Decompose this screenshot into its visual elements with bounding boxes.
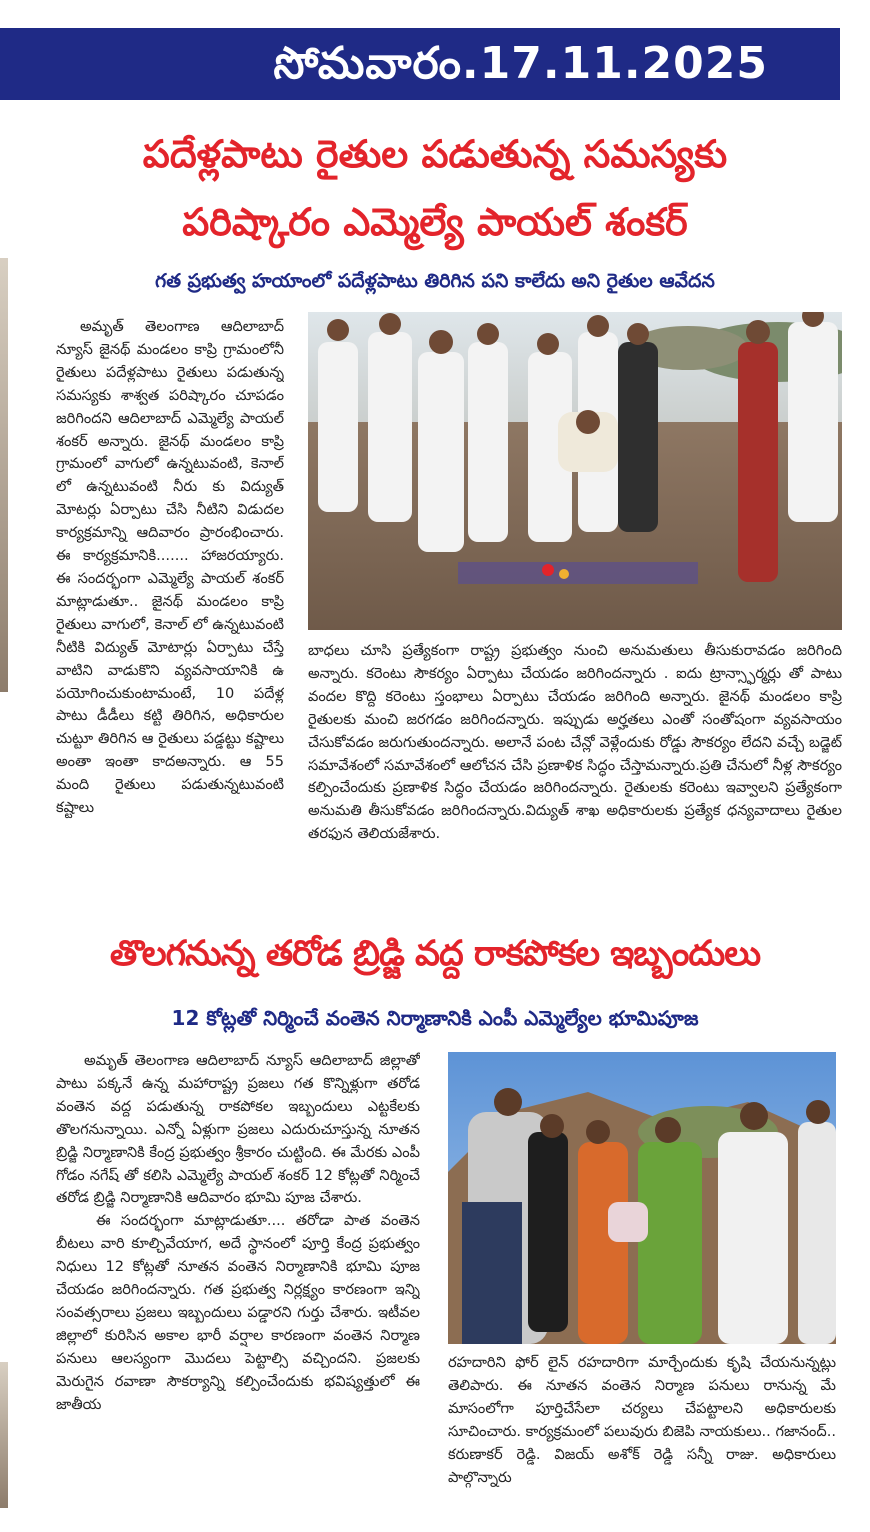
story1-headline-line1: పదేళ్లపాటు రైతుల పడుతున్న సమస్యకు: [142, 132, 728, 176]
story1-left-text: అమృత్ తెలంగాణ ఆదిలాబాద్ న్యూస్ జైనథ్ మండలం కాప్రి గ్రామంలోనీ రైతులు పదేళ్లపాటు రైతులు పడుతున్న సమస్యకు శాశ్వత పరిష్కారం చూపడం జరిగిందని ఆదిలాబాద్ ఎమ్మెల్యే పాయల్ శంకర్ అన్నారు. జైనథ్ మండలం కాప్రి గ్రామంలో వాగులో ఉన్నటువంటి, కెనాల్ లో ఉన్నటువంటి నీరు కు విద్యుత్ మోటర్లు ఏర్పాటు చేసి నీటిని విడుదల కార్యక్రమాన్ని ఆదివారం ప్రారంభించారు. ఈ కార్యక్రమానికి....... హాజరయ్యారు. ఈ సందర్భంగా ఎమ్మెల్యే పాయల్ శంకర్ మాట్లాడుతూ.. జైనథ్ మండలం కాప్రి రైతులు వాగులో, కెనాల్ లో ఉన్నటువంటి నీటికి విద్యుత్ మోటార్లు ఏర్పాటు చేస్తే వాటిని వాడుకొని వ్యవసాయానికి ఉ పయోగించుకుంటామంటే, 10 పదేళ్ల పాటు డీడీలు కట్టి తిరిగిన, అధికారుల చుట్టూ తిరిగిన ఆ రైతులు పడ్డట్టు కష్టాలు అంతా ఇంతా కాదఅన్నారు. ఆ 55 మంది రైతులు పడుతున్నటువంటి కష్టాలు: [56, 318, 284, 817]
story2-left-text-p1: అమృత్ తెలంగాణ ఆదిలాబాద్ న్యూస్ ఆదిలాబాద్ జిల్లాతో పాటు పక్కనే ఉన్న మహారాష్ట్ర ప్రజలు గత కొన్నిళ్లుగా తరోడ వంతెన వద్ద పడుతున్న రాకపోకల ఇబ్బందులు ఎట్టకేలకు తొలగనున్నాయి. ఎన్నో ఏళ్లుగా ప్రజలు ఎదురుచూస్తున్న నూతన బ్రిడ్జి నిర్మాణానికి కేంద్ర ప్రభుత్వం శ్రీకారం చుట్టింది. ఈ మేరకు ఎంపీ గోడం నగేష్ తో కలిసి ఎమ్మెల్యే పాయల్ శంకర్ 12 కోట్లతో నిర్మించే తరోడ బ్రిడ్జి నిర్మాణానికి ఆదివారం భూమి పూజ చేశారు.: [56, 1052, 420, 1207]
story2-left-column: [56, 1050, 420, 1512]
story1-headline-line2: పరిష్కారం ఎమ్మెల్యే పాయల్ శంకర్: [182, 200, 688, 244]
date-banner: [0, 28, 840, 100]
adjacent-photo-edge: [0, 258, 8, 692]
story1-subheading: గత ప్రభుత్వ హయాంలో పదేళ్లపాటు తిరిగిన పని కాలేదు అని రైతుల ఆవేదన: [155, 270, 715, 292]
story2-headline: తొలగనున్న తరోడ బ్రిడ్జి వద్ద రాకపోకల ఇబ్బందులు: [109, 934, 761, 974]
bridge-ceremony-image: [448, 1052, 836, 1344]
adjacent-photo-edge-lower: [0, 1362, 8, 1508]
story1-photo: [308, 312, 842, 630]
date-text: సోమవారం.17.11.2025: [273, 38, 768, 89]
story1-right-column: [308, 640, 842, 908]
story1-left-column: [56, 316, 284, 910]
story2-right-text: రహదారిని ఫోర్ లైన్ రహదారిగా మార్చేందుకు కృషి చేయనున్నట్లు తెలిపారు. ఈ నూతన వంతెన నిర్మాణ పనులు రానున్న మే మాసంలోగా పూర్తిచేసేలా చర్యలు చేపట్టాలని అధికారులకు సూచించారు. కార్యక్రమంలో పలువురు బిజెపి నాయకులు.. గజానంద్.. కరుణాకర్ రెడ్డి. విజయ్ అశోక్ రెడ్డి సన్నీ రాజు. అధికారులు పాల్గొన్నారు: [448, 1354, 836, 1486]
story2-photo: [448, 1052, 836, 1344]
story1-right-text: బాధలు చూసి ప్రత్యేకంగా రాష్ట్ర ప్రభుత్వం నుంచి అనుమతులు తీసుకురావడం జరిగింది అన్నారు. కరెంటు సౌకర్యం ఏర్పాటు చేయడం జరిగిందన్నారు . ఐదు ట్రాన్స్ఫార్మర్లు తో పాటు వందల కొద్ది కరెంటు స్తంభాలు ఏర్పాటు చేయడం జరిగింది అన్నారు. జైనథ్ మండలం కాప్రి రైతులకు మంచి జరగడం జరిగిందన్నారు. ఇప్పుడు అర్హతలు ఎంతో సంతోషంగా వ్యవసాయం చేసుకోవడం జరుగుతుందన్నారు. అలానే పంట చేన్లో వెళ్లేందుకు రోడ్డు సౌకర్యం లేదని వచ్చే బడ్జెట్ సమావేశంలో సమావేశంలో ఆలోచన చేసి ప్రణాళిక సిద్ధం చేస్తామన్నారు.ప్రతి చేనులో నీళ్ల సౌకర్యం కల్పించేందుకు ప్రణాళిక సిద్ధం చేయడం జరిగిందన్నారు. రైతులకు కరెంటు ఇవ్వాలని ప్రత్యేకంగా అనుమతి తీసుకోవడం జరిగిందన్నారు.విద్యుత్ శాఖ అధికారులకు ప్రత్యేక ధన్యవాదాలు రైతుల తరఫున తెలియజేశారు.: [308, 642, 842, 843]
story2-left-text-p2: ఈ సందర్భంగా మాట్లాడుతూ.... తరోడా పాత వంతెన బీటలు వారి కూల్చివేయాగ, అదే స్థానంలో పూర్తి కేంద్ర ప్రభుత్వం నిధులు 12 కోట్లతో నూతన వంతెన నిర్మాణానికి భూమి పూజ చేయడం జరిగిందన్నారు. గత ప్రభుత్వ నిర్లక్ష్యం కారణంగా ఇన్ని సంవత్సరాలు ప్రజలు ఇబ్బందులు పడ్డారని గుర్తు చేశారు. ఇటీవల జిల్లాలో కురిసిన అకాల భారీ వర్షాల కారణంగా వంతెన నిర్మాణ పనులు ఆలస్యంగా మొదలు పెట్టాల్సి వచ్చిందని. ప్రజలకు మెరుగైన రవాణా సౌకర్యాన్ని కల్పించేందుకు భవిష్యత్తులో ఈ జాతీయ: [56, 1212, 420, 1413]
story2-subheading: 12 కోట్లతో నిర్మించే వంతెన నిర్మాణానికి ఎంపీ ఎమ్మెల్యేల భూమిపూజ: [171, 1006, 699, 1030]
farmers-ceremony-image: [308, 312, 842, 630]
story2-right-column: [448, 1352, 836, 1512]
